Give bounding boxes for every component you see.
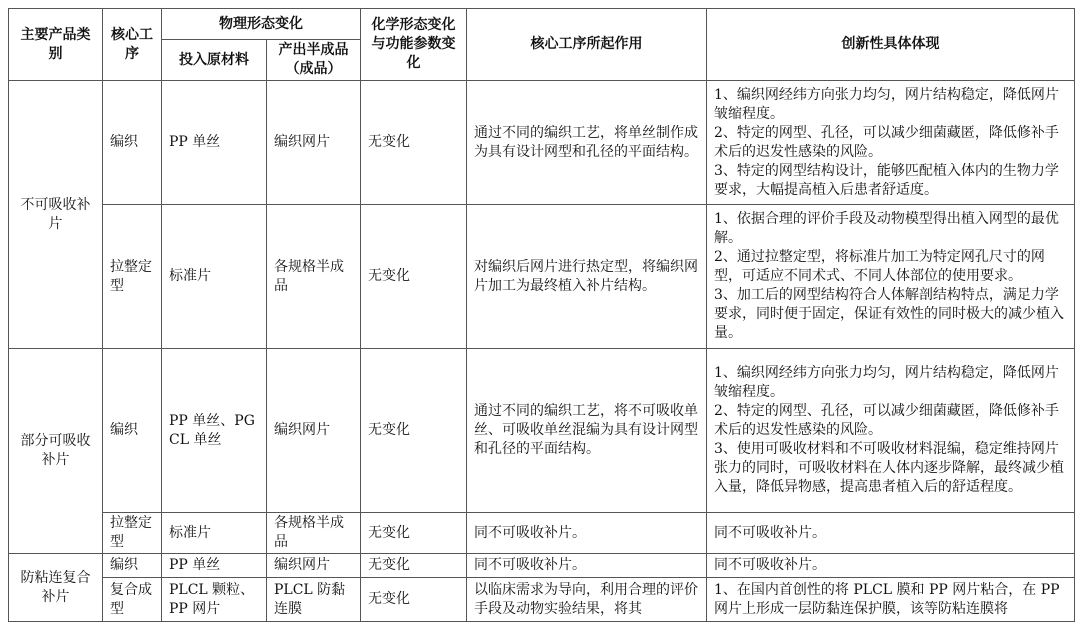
- table-row: [9, 349, 1075, 513]
- category-cell: 部分可吸收补片: [9, 349, 103, 554]
- process-cell: 编织: [103, 349, 162, 513]
- header-chem-change: 化学形态变化与功能参数变化: [361, 9, 467, 81]
- input-cell: PLCL 颗粒、PP 网片: [162, 578, 267, 622]
- process-innovation-table: [8, 8, 1075, 622]
- input-cell: PP 单丝: [162, 554, 267, 578]
- innovation-cell: 1、编织网经纬方向张力均匀，网片结构稳定，降低网片皱缩程度。 2、特定的网型、孔径，可以减少细菌藏匿，降低修补手术后的迟发性感染的风险。 3、使用可吸收材料和不可吸收材料混编，稳定维持网片张力的同时，可吸收材料在人体内逐步降解，最终减少植入量，降低异物感，提高患者植入后的舒适程度。: [707, 349, 1075, 513]
- category-cell: 防粘连复合补片: [9, 554, 103, 622]
- process-cell: 编织: [103, 81, 162, 205]
- input-cell: 标准片: [162, 513, 267, 554]
- table-row: [9, 205, 1075, 349]
- innovation-cell: 同不可吸收补片。: [707, 513, 1075, 554]
- header-physical-change: 物理形态变化: [162, 9, 361, 40]
- input-cell: PP 单丝: [162, 81, 267, 205]
- table-row: [9, 513, 1075, 554]
- chem-cell: 无变化: [361, 349, 467, 513]
- chem-cell: 无变化: [361, 513, 467, 554]
- role-cell: 通过不同的编织工艺，将不可吸收单丝、可吸收单丝混编为具有设计网型和孔径的平面结构。: [467, 349, 707, 513]
- process-cell: 复合成型: [103, 578, 162, 622]
- table-row: [9, 578, 1075, 622]
- innovation-cell: 同不可吸收补片。: [707, 554, 1075, 578]
- header-role: 核心工序所起作用: [467, 9, 707, 81]
- process-cell: 编织: [103, 554, 162, 578]
- output-cell: 编织网片: [267, 554, 361, 578]
- role-cell: 通过不同的编织工艺，将单丝制作成为具有设计网型和孔径的平面结构。: [467, 81, 707, 205]
- process-cell: 拉整定型: [103, 513, 162, 554]
- table-row: [9, 554, 1075, 578]
- chem-cell: 无变化: [361, 81, 467, 205]
- header-core-process: 核心工序: [103, 9, 162, 81]
- table-row: [9, 81, 1075, 205]
- chem-cell: 无变化: [361, 205, 467, 349]
- output-cell: 编织网片: [267, 81, 361, 205]
- role-cell: 同不可吸收补片。: [467, 513, 707, 554]
- header-innovation: 创新性具体体现: [707, 9, 1075, 81]
- innovation-cell: 1、编织网经纬方向张力均匀，网片结构稳定，降低网片皱缩程度。 2、特定的网型、孔径，可以减少细菌藏匿，降低修补手术后的迟发性感染的风险。 3、特定的网型结构设计，能够匹配植入体内的生物力学要求，大幅提高植入后患者舒适度。: [707, 81, 1075, 205]
- header-product-category: 主要产品类别: [9, 9, 103, 81]
- output-cell: 编织网片: [267, 349, 361, 513]
- chem-cell: 无变化: [361, 578, 467, 622]
- role-cell: 对编织后网片进行热定型，将编织网片加工为最终植入补片结构。: [467, 205, 707, 349]
- role-cell: 以临床需求为导向，利用合理的评价手段及动物实验结果，将其: [467, 578, 707, 622]
- category-cell: 不可吸收补片: [9, 81, 103, 349]
- chem-cell: 无变化: [361, 554, 467, 578]
- output-cell: PLCL 防黏连膜: [267, 578, 361, 622]
- output-cell: 各规格半成品: [267, 513, 361, 554]
- role-cell: 同不可吸收补片。: [467, 554, 707, 578]
- header-input-material: 投入原材料: [162, 40, 267, 81]
- innovation-cell: 1、依据合理的评价手段及动物模型得出植入网型的最优解。 2、通过拉整定型，将标准片加工为特定网孔尺寸的网型，可适应不同术式、不同人体部位的使用要求。 3、加工后的网型结构符合人体解剖结构特点，满足力学要求，同时便于固定，保证有效性的同时极大的减少植入量。: [707, 205, 1075, 349]
- innovation-cell: 1、在国内首创性的将 PLCL 膜和 PP 网片粘合，在 PP 网片上形成一层防黏连保护膜，该等防粘连膜将: [707, 578, 1075, 622]
- output-cell: 各规格半成品: [267, 205, 361, 349]
- input-cell: PP 单丝、PGCL 单丝: [162, 349, 267, 513]
- header-output: 产出半成品（成品）: [267, 40, 361, 81]
- process-cell: 拉整定型: [103, 205, 162, 349]
- input-cell: 标准片: [162, 205, 267, 349]
